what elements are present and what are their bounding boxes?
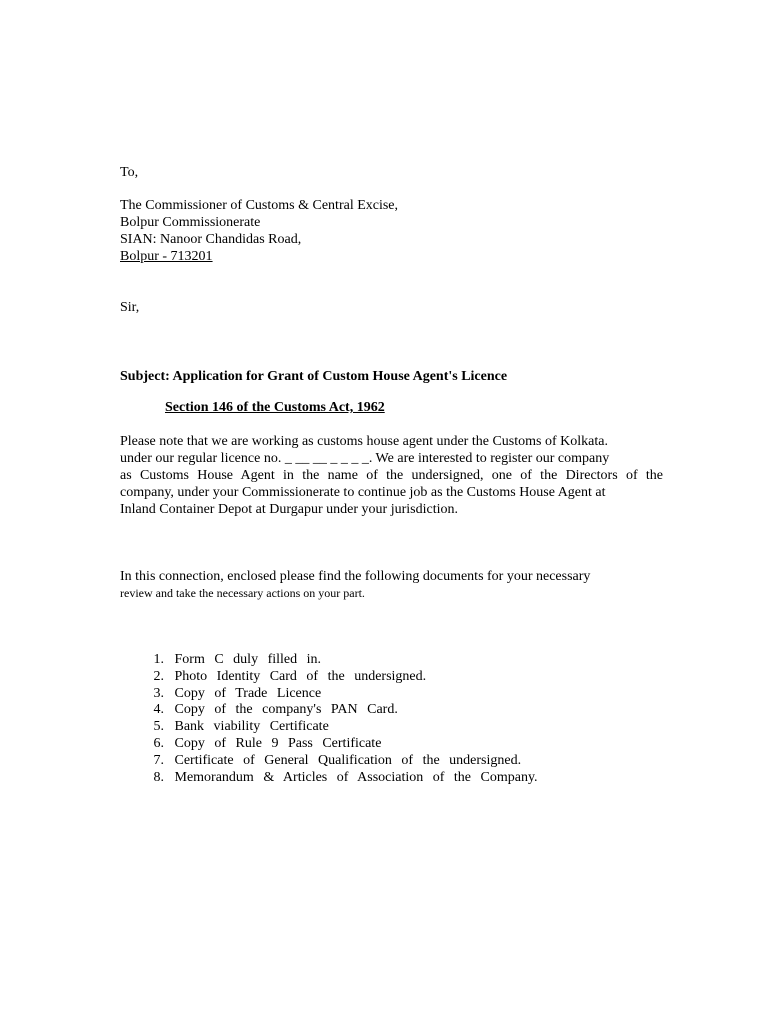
greeting: Sir, — [120, 300, 140, 315]
body-line-3: as Customs House Agent in the name of the undersigned, one of the Directors of the — [120, 468, 663, 483]
body-line-2: under our regular licence no. _ __ __ _ _ _ _. We are interested to register our company — [120, 451, 610, 466]
section-reference: Section 146 of the Customs Act, 1962 — [165, 400, 385, 415]
connection-line-1: In this connection, enclosed please find the following documents for your necessary — [120, 569, 591, 584]
list-item: 6. Copy of Rule 9 Pass Certificate — [153, 735, 382, 751]
documents-list — [140, 652, 538, 786]
salutation-to: To, — [120, 165, 139, 180]
list-item: 7. Certificate of General Qualification of the undersigned. — [153, 752, 522, 768]
body-line-5: Inland Container Depot at Durgapur under your jurisdiction. — [120, 502, 458, 517]
list-item: 5. Bank viability Certificate — [153, 719, 329, 735]
list-item: 3. Copy of Trade Licence — [153, 685, 322, 701]
address-line-4: Bolpur - 713201 — [120, 249, 213, 264]
body-line-4: company, under your Commissionerate to continue job as the Customs House Agent at — [120, 485, 606, 500]
list-item: 4. Copy of the company's PAN Card. — [153, 702, 398, 718]
list-item: 1. Form C duly filled in. — [153, 652, 321, 667]
list-item: 2. Photo Identity Card of the undersigned. — [153, 668, 427, 684]
list-item: 8. Memorandum & Articles of Association of the Company. — [153, 769, 538, 785]
subject-line: Subject: Application for Grant of Custom House Agent's Licence — [120, 369, 508, 384]
body-line-1: Please note that we are working as customs house agent under the Customs of Kolkata. — [120, 434, 608, 449]
address-line-1: The Commissioner of Customs & Central Excise, — [120, 198, 399, 213]
address-line-2: Bolpur Commissionerate — [120, 215, 261, 230]
address-line-3: SIAN: Nanoor Chandidas Road, — [120, 232, 302, 247]
connection-line-2: review and take the necessary actions on your part. — [120, 586, 365, 600]
